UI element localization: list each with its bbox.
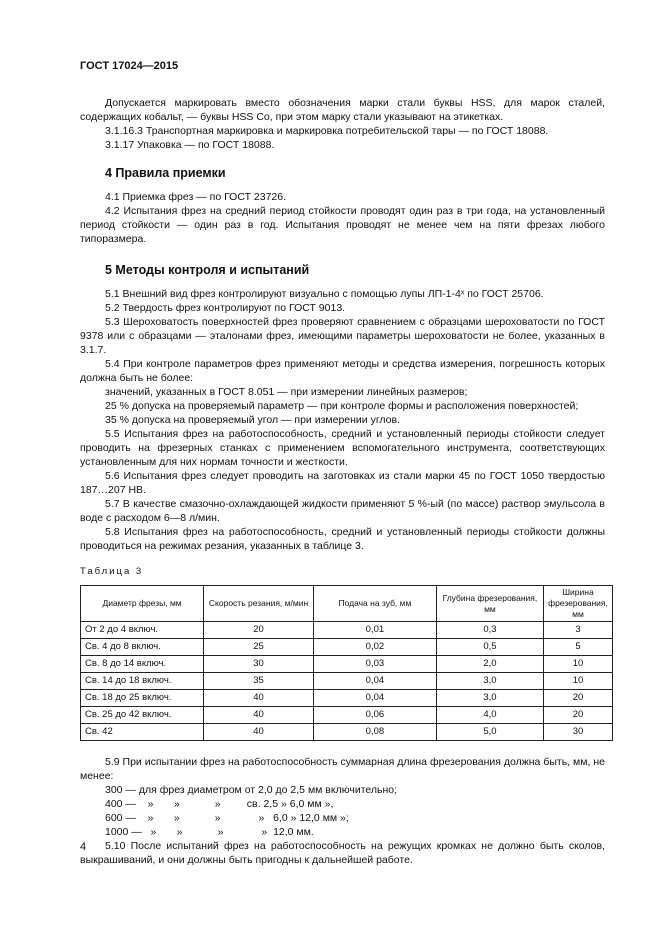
table-cell: Св. 14 до 18 включ. bbox=[81, 673, 204, 690]
paragraph-5-1: 5.1 Внешний вид фрез контролируют визуально с помощью лупы ЛП-1-4ˣ по ГОСТ 25706. bbox=[105, 288, 544, 300]
table-cell: 3,0 bbox=[436, 673, 543, 690]
table-cell: 0,04 bbox=[313, 690, 436, 707]
table-cell: 5,0 bbox=[436, 724, 543, 741]
paragraph-5-4-c: 35 % допуска на проверяемый угол — при измерении углов. bbox=[105, 414, 400, 426]
paragraph-5-6: 5.6 Испытания фрез следует проводить на заготовках из стали марки 45 по ГОСТ 1050 твердостью 187…207 НВ. bbox=[80, 470, 605, 496]
paragraph-4-1: 4.1 Приемка фрез — по ГОСТ 23726. bbox=[105, 191, 287, 203]
paragraph-5-10: 5.10 После испытаний фрез на работоспособность на режущих кромках не должно быть сколов, выкрашиваний, и они должны быть пригодны к дальнейшей работе. bbox=[80, 840, 605, 866]
table-cell: Св. 25 до 42 включ. bbox=[81, 707, 204, 724]
table-cell: 0,5 bbox=[436, 639, 543, 656]
table-3 bbox=[80, 585, 613, 741]
table-row bbox=[81, 690, 613, 707]
paragraph-5-4-a: значений, указанных в ГОСТ 8.051 — при измерении линейных размеров; bbox=[105, 386, 468, 398]
table-cell: 40 bbox=[204, 724, 314, 741]
table-cell: 0,02 bbox=[313, 639, 436, 656]
table-cell: 20 bbox=[204, 622, 314, 639]
paragraph-5-5: 5.5 Испытания фрез на работоспособность, средний и установленный периоды стойкости следует проводить на фрезерных станках с применением вспомогательного инструмента, соответствующих установленным для них нормам точности и жесткости. bbox=[80, 428, 605, 468]
length-list-item-2: 400 — » » » св. 2,5 » 6,0 мм », bbox=[105, 798, 334, 810]
length-list-item-3: 600 — » » » » 6,0 » 12,0 мм »; bbox=[105, 812, 349, 824]
length-list-item-1: 300 — для фрез диаметром от 2,0 до 2,5 мм включительно; bbox=[105, 784, 398, 796]
table-cell: 4,0 bbox=[436, 707, 543, 724]
table-cell: 40 bbox=[204, 707, 314, 724]
table-cell: 3,0 bbox=[436, 690, 543, 707]
column-header-diameter: Диаметр фрезы, мм bbox=[81, 586, 204, 622]
document-header: ГОСТ 17024—2015 bbox=[80, 60, 179, 72]
table-cell: 20 bbox=[543, 707, 612, 724]
table-3-caption: Таблица 3 bbox=[80, 566, 144, 577]
table-cell: Св. 42 bbox=[81, 724, 204, 741]
table-cell: 0,03 bbox=[313, 656, 436, 673]
table-cell: Св. 18 до 25 включ. bbox=[81, 690, 204, 707]
table-cell: 3 bbox=[543, 622, 612, 639]
table-row bbox=[81, 639, 613, 656]
table-cell: 0,04 bbox=[313, 673, 436, 690]
column-header-width: Ширина фрезерования, мм bbox=[543, 586, 612, 622]
column-header-speed: Скорость резания, м/мин bbox=[204, 586, 314, 622]
table-cell: 0,06 bbox=[313, 707, 436, 724]
table-cell: 40 bbox=[204, 690, 314, 707]
table-row bbox=[81, 673, 613, 690]
table-cell: 20 bbox=[543, 690, 612, 707]
page-number: 4 bbox=[80, 841, 87, 853]
table-row bbox=[81, 724, 613, 741]
table-cell: 5 bbox=[543, 639, 612, 656]
table-cell: Св. 8 до 14 включ. bbox=[81, 656, 204, 673]
paragraph-5-4-b: 25 % допуска на проверяемый параметр — при контроле формы и расположения поверхностей; bbox=[105, 400, 579, 412]
table-cell: От 2 до 4 включ. bbox=[81, 622, 204, 639]
paragraph-3-1-16-3: 3.1.16.3 Транспортная маркировка и маркировка потребительской тары — по ГОСТ 18088. bbox=[105, 125, 549, 137]
length-list-item-4: 1000 — » » » » 12,0 мм. bbox=[105, 826, 314, 838]
table-row bbox=[81, 622, 613, 639]
paragraph-3-1-17: 3.1.17 Упаковка — по ГОСТ 18088. bbox=[105, 139, 275, 151]
document-body bbox=[80, 96, 608, 867]
table-cell: 0,3 bbox=[436, 622, 543, 639]
table-cell: 10 bbox=[543, 673, 612, 690]
paragraph-5-8: 5.8 Испытания фрез на работоспособность, средний и установленный периоды стойкости должны проводиться на режимах резания, указанных в таблице 3. bbox=[80, 526, 605, 552]
paragraph-4-2: 4.2 Испытания фрез на средний период стойкости проводят один раз в три года, на установленный период стойкости — один раз в год. Испытания проводят не менее чем на пяти фрезах любого типоразмера. bbox=[80, 205, 605, 245]
table-cell: 10 bbox=[543, 656, 612, 673]
table-row bbox=[81, 707, 613, 724]
paragraph-5-7: 5.7 В качестве смазочно-охлаждающей жидкости применяют 5 %-ый (по массе) раствор эмульсола в воде с расходом 6—8 л/мин. bbox=[80, 498, 605, 524]
paragraph-5-4: 5.4 При контроле параметров фрез применяют методы и средства измерения, погрешность которых должна быть не более: bbox=[80, 358, 605, 384]
paragraph-5-2: 5.2 Твердость фрез контролируют по ГОСТ 9013. bbox=[105, 302, 346, 314]
column-header-depth: Глубина фрезерования, мм bbox=[436, 586, 543, 622]
table-cell: 2,0 bbox=[436, 656, 543, 673]
paragraph-marking-hss: Допускается маркировать вместо обозначения марки стали буквы HSS, для марок сталей, содержащих кобальт, — буквы HSS Co, при этом марку стали указывают на этикетках. bbox=[80, 97, 605, 123]
section-4-heading: 4 Правила приемки bbox=[105, 166, 226, 180]
paragraph-5-9: 5.9 При испытании фрез на работоспособность суммарная длина фрезерования должна быть, мм, не менее: bbox=[80, 756, 605, 782]
table-cell: 30 bbox=[543, 724, 612, 741]
table-cell: 25 bbox=[204, 639, 314, 656]
table-cell: 30 bbox=[204, 656, 314, 673]
table-cell: 0,01 bbox=[313, 622, 436, 639]
column-header-feed: Подача на зуб, мм bbox=[313, 586, 436, 622]
table-row bbox=[81, 656, 613, 673]
table-cell: 35 bbox=[204, 673, 314, 690]
table-cell: 0,08 bbox=[313, 724, 436, 741]
table-header-row bbox=[81, 586, 613, 622]
section-5-heading: 5 Методы контроля и испытаний bbox=[105, 263, 310, 277]
table-cell: Св. 4 до 8 включ. bbox=[81, 639, 204, 656]
paragraph-5-3: 5.3 Шероховатость поверхностей фрез проверяют сравнением с образцами шероховатости по ГОСТ 9378 или с образцами — эталонами фрез, имеющими параметры шероховатости не более, указанных в 3.1.7. bbox=[80, 316, 605, 356]
